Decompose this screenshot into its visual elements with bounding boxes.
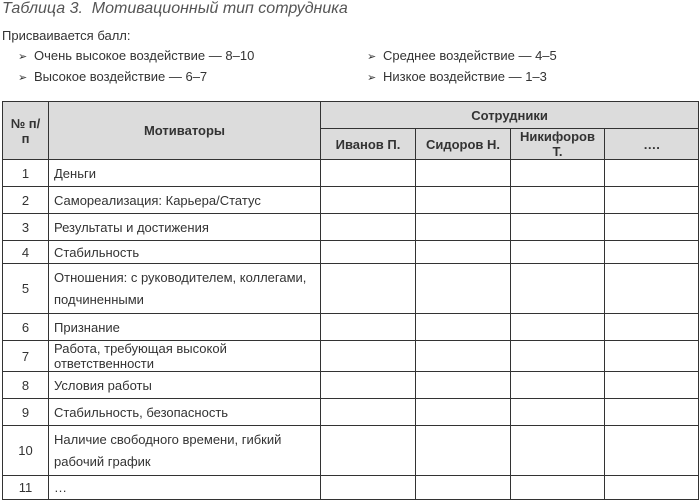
score-cell[interactable] — [605, 214, 699, 241]
scale-item-label: Среднее воздействие — 4–5 — [383, 48, 557, 63]
score-cell[interactable] — [321, 160, 416, 187]
score-cell[interactable] — [321, 241, 416, 264]
score-cell[interactable] — [511, 426, 605, 476]
arrow-bullet-icon: ➢ — [367, 51, 377, 63]
motivator-label: Самореализация: Карьера/Статус — [49, 187, 321, 214]
table-row — [3, 214, 699, 241]
score-cell[interactable] — [416, 372, 511, 399]
row-number: 8 — [3, 372, 49, 399]
scoring-intro: Присваивается балл: — [2, 28, 131, 43]
score-cell[interactable] — [511, 399, 605, 426]
score-cell[interactable] — [511, 187, 605, 214]
table-row — [3, 476, 699, 500]
header-motivators: Мотиваторы — [49, 102, 321, 160]
table-row — [3, 341, 699, 372]
table-caption — [2, 0, 348, 18]
score-cell[interactable] — [416, 160, 511, 187]
score-cell[interactable] — [511, 372, 605, 399]
score-cell[interactable] — [321, 214, 416, 241]
row-number: 10 — [3, 426, 49, 476]
motivator-label: Условия работы — [49, 372, 321, 399]
motivator-label: Работа, требующая высокой ответственности — [49, 341, 321, 372]
motivation-table — [2, 101, 699, 500]
row-number: 4 — [3, 241, 49, 264]
header-number: № п/п — [3, 102, 49, 160]
motivator-label: Признание — [49, 314, 321, 341]
row-number: 11 — [3, 476, 49, 500]
score-cell[interactable] — [605, 314, 699, 341]
score-cell[interactable] — [321, 187, 416, 214]
motivator-label: Результаты и достижения — [49, 214, 321, 241]
scale-item-low — [367, 69, 547, 84]
score-cell[interactable] — [511, 314, 605, 341]
score-cell[interactable] — [511, 341, 605, 372]
motivator-label: Стабильность, безопасность — [49, 399, 321, 426]
score-cell[interactable] — [416, 187, 511, 214]
table-row — [3, 160, 699, 187]
score-cell[interactable] — [605, 372, 699, 399]
scale-item-label: Низкое воздействие — 1–3 — [383, 69, 547, 84]
score-cell[interactable] — [605, 341, 699, 372]
row-number: 2 — [3, 187, 49, 214]
score-cell[interactable] — [605, 399, 699, 426]
score-cell[interactable] — [321, 476, 416, 500]
table-row — [3, 264, 699, 314]
motivator-label: Стабильность — [49, 241, 321, 264]
row-number: 5 — [3, 264, 49, 314]
score-cell[interactable] — [605, 264, 699, 314]
score-cell[interactable] — [321, 426, 416, 476]
motivator-label: Отношения: с руководителем, коллегами, подчиненными — [49, 264, 321, 314]
row-number: 9 — [3, 399, 49, 426]
header-employees-group: Сотрудники — [321, 102, 699, 129]
row-number: 3 — [3, 214, 49, 241]
score-cell[interactable] — [321, 399, 416, 426]
table-row — [3, 372, 699, 399]
scale-item-high — [18, 69, 207, 84]
table-row — [3, 426, 699, 476]
score-cell[interactable] — [321, 372, 416, 399]
score-cell[interactable] — [321, 264, 416, 314]
header-employee: Никифоров Т. — [511, 129, 605, 160]
score-cell[interactable] — [605, 187, 699, 214]
score-cell[interactable] — [416, 399, 511, 426]
header-employee: …. — [605, 129, 699, 160]
score-cell[interactable] — [511, 241, 605, 264]
caption-title: Мотивационный тип сотрудника — [91, 0, 348, 17]
score-cell[interactable] — [416, 341, 511, 372]
score-cell[interactable] — [321, 341, 416, 372]
score-cell[interactable] — [605, 426, 699, 476]
header-employee: Сидоров Н. — [416, 129, 511, 160]
arrow-bullet-icon: ➢ — [18, 51, 28, 63]
score-cell[interactable] — [416, 426, 511, 476]
score-cell[interactable] — [511, 160, 605, 187]
score-cell[interactable] — [605, 160, 699, 187]
arrow-bullet-icon: ➢ — [18, 72, 28, 84]
score-cell[interactable] — [511, 264, 605, 314]
motivator-label: Наличие свободного времени, гибкий рабочий график — [49, 426, 321, 476]
scale-item-label: Высокое воздействие — 6–7 — [34, 69, 208, 84]
table-row — [3, 241, 699, 264]
row-number: 1 — [3, 160, 49, 187]
score-cell[interactable] — [416, 214, 511, 241]
table-row — [3, 314, 699, 341]
scale-item-label: Очень высокое воздействие — 8–10 — [34, 48, 255, 63]
score-cell[interactable] — [321, 314, 416, 341]
table-row — [3, 187, 699, 214]
score-cell[interactable] — [416, 264, 511, 314]
score-cell[interactable] — [605, 241, 699, 264]
arrow-bullet-icon: ➢ — [367, 72, 377, 84]
caption-label: Таблица 3. — [2, 0, 83, 17]
table-row — [3, 399, 699, 426]
score-cell[interactable] — [511, 214, 605, 241]
motivator-label: Деньги — [49, 160, 321, 187]
score-cell[interactable] — [416, 476, 511, 500]
scale-item-medium — [367, 48, 557, 63]
score-cell[interactable] — [605, 476, 699, 500]
score-cell[interactable] — [416, 314, 511, 341]
score-cell[interactable] — [511, 476, 605, 500]
score-cell[interactable] — [416, 241, 511, 264]
motivator-label: … — [49, 476, 321, 500]
row-number: 7 — [3, 341, 49, 372]
scale-item-very-high — [18, 48, 254, 63]
header-employee: Иванов П. — [321, 129, 416, 160]
row-number: 6 — [3, 314, 49, 341]
